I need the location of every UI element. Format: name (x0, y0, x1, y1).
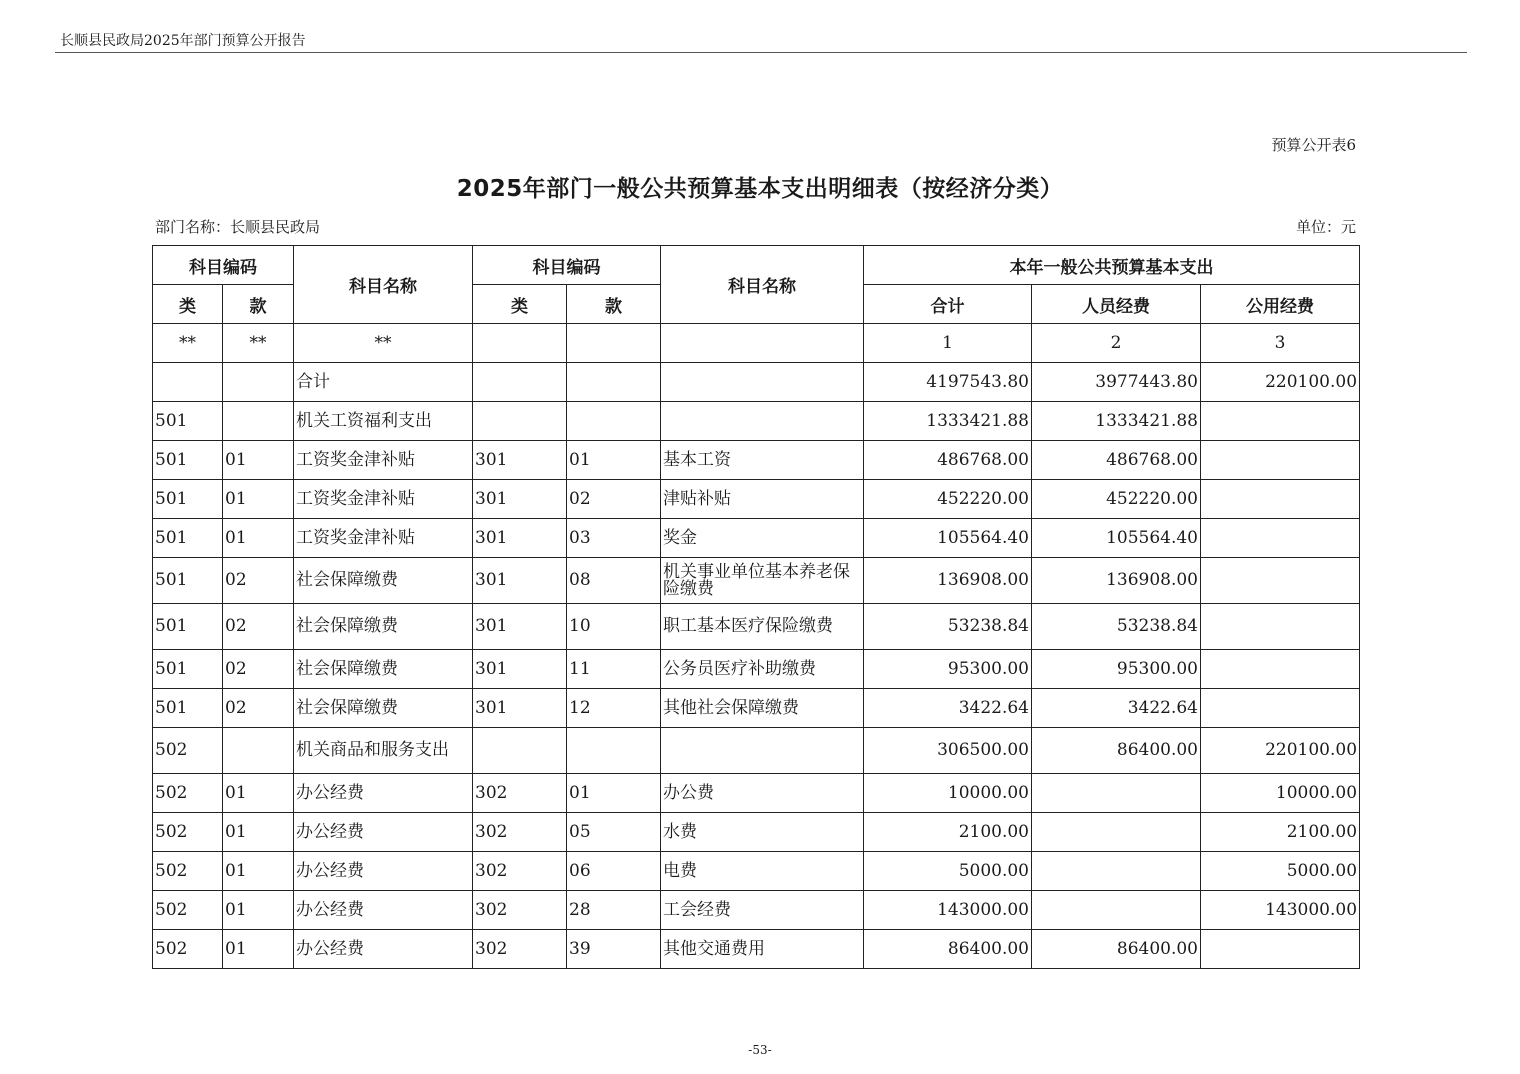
cell-econ-lei: 302 (473, 774, 567, 813)
cell-total: 5000.00 (864, 852, 1032, 891)
cell-kuan: 01 (223, 813, 294, 852)
cell-kuan: 02 (223, 689, 294, 728)
cell-econ-lei: 301 (473, 558, 567, 604)
cell-kuan (223, 363, 294, 402)
page-title: 2025年部门一般公共预算基本支出明细表（按经济分类） (456, 176, 1064, 202)
header-total: 合计 (864, 285, 1032, 324)
cell-total: 10000.00 (864, 774, 1032, 813)
cell-econ-name (661, 363, 864, 402)
cell-econ-kuan (567, 402, 661, 441)
cell-econ-kuan: 01 (567, 441, 661, 480)
cell-kuan (223, 728, 294, 774)
cell-econ-kuan: 08 (567, 558, 661, 604)
cell-name: 社会保障缴费 (294, 604, 473, 650)
cell-name: 机关工资福利支出 (294, 402, 473, 441)
cell-personnel: 53238.84 (1032, 604, 1201, 650)
cell-econ-lei (473, 728, 567, 774)
table-row (153, 891, 1360, 930)
cell-personnel: 452220.00 (1032, 480, 1201, 519)
table-row (153, 519, 1360, 558)
index-cell: 1 (864, 324, 1032, 363)
table-row (153, 852, 1360, 891)
cell-personnel (1032, 891, 1201, 930)
header-personnel: 人员经费 (1032, 285, 1201, 324)
cell-kuan: 01 (223, 891, 294, 930)
cell-public (1201, 441, 1360, 480)
cell-econ-kuan: 03 (567, 519, 661, 558)
table-row (153, 774, 1360, 813)
cell-econ-lei (473, 402, 567, 441)
index-cell: 3 (1201, 324, 1360, 363)
cell-total: 486768.00 (864, 441, 1032, 480)
cell-lei: 501 (153, 441, 223, 480)
page-number: -53- (748, 1043, 772, 1057)
table-row (153, 402, 1360, 441)
header-lei-1: 类 (153, 285, 223, 324)
cell-public: 220100.00 (1201, 363, 1360, 402)
cell-econ-name: 津贴补贴 (661, 480, 864, 519)
index-cell: ** (153, 324, 223, 363)
cell-total: 1333421.88 (864, 402, 1032, 441)
header-lei-2: 类 (473, 285, 567, 324)
cell-total: 86400.00 (864, 930, 1032, 969)
cell-econ-kuan (567, 728, 661, 774)
cell-lei: 502 (153, 774, 223, 813)
cell-econ-lei: 301 (473, 604, 567, 650)
cell-public (1201, 650, 1360, 689)
table-row (153, 604, 1360, 650)
cell-kuan: 01 (223, 930, 294, 969)
cell-lei: 501 (153, 650, 223, 689)
cell-name: 办公经费 (294, 930, 473, 969)
cell-total: 2100.00 (864, 813, 1032, 852)
index-cell: 2 (1032, 324, 1201, 363)
cell-personnel (1032, 852, 1201, 891)
cell-personnel: 105564.40 (1032, 519, 1201, 558)
cell-name: 合计 (294, 363, 473, 402)
running-header: 长顺县民政局2025年部门预算公开报告 (60, 33, 306, 49)
cell-econ-kuan: 06 (567, 852, 661, 891)
cell-public (1201, 604, 1360, 650)
cell-lei: 501 (153, 558, 223, 604)
cell-econ-lei: 302 (473, 852, 567, 891)
cell-name: 工资奖金津补贴 (294, 441, 473, 480)
header-kuan-1: 款 (223, 285, 294, 324)
cell-total: 4197543.80 (864, 363, 1032, 402)
cell-name: 办公经费 (294, 891, 473, 930)
cell-name: 办公经费 (294, 774, 473, 813)
table-row (153, 558, 1360, 604)
cell-econ-kuan: 02 (567, 480, 661, 519)
index-cell (661, 324, 864, 363)
table-row (153, 728, 1360, 774)
cell-econ-name: 其他交通费用 (661, 930, 864, 969)
cell-lei: 501 (153, 604, 223, 650)
cell-kuan: 01 (223, 852, 294, 891)
cell-econ-lei: 302 (473, 930, 567, 969)
cell-kuan: 02 (223, 604, 294, 650)
cell-econ-lei: 301 (473, 650, 567, 689)
cell-name: 社会保障缴费 (294, 558, 473, 604)
department-name: 部门名称：长顺县民政局 (155, 218, 321, 236)
header-name-1: 科目名称 (294, 246, 473, 324)
table-row (153, 813, 1360, 852)
cell-public: 2100.00 (1201, 813, 1360, 852)
cell-econ-name: 基本工资 (661, 441, 864, 480)
cell-name: 办公经费 (294, 813, 473, 852)
cell-econ-lei: 302 (473, 813, 567, 852)
header-basic-expenditure: 本年一般公共预算基本支出 (864, 246, 1360, 285)
cell-econ-name: 职工基本医疗保险缴费 (661, 604, 864, 650)
cell-econ-name: 水费 (661, 813, 864, 852)
header-kuan-2: 款 (567, 285, 661, 324)
cell-name: 社会保障缴费 (294, 650, 473, 689)
header-name-2: 科目名称 (661, 246, 864, 324)
cell-econ-name (661, 402, 864, 441)
cell-name: 工资奖金津补贴 (294, 480, 473, 519)
cell-econ-lei: 301 (473, 689, 567, 728)
cell-econ-lei: 301 (473, 441, 567, 480)
cell-public (1201, 519, 1360, 558)
cell-lei: 502 (153, 728, 223, 774)
cell-name: 社会保障缴费 (294, 689, 473, 728)
cell-total: 143000.00 (864, 891, 1032, 930)
budget-table (152, 245, 1360, 969)
cell-econ-name: 工会经费 (661, 891, 864, 930)
cell-econ-kuan: 01 (567, 774, 661, 813)
cell-econ-name: 公务员医疗补助缴费 (661, 650, 864, 689)
table-row (153, 650, 1360, 689)
cell-public: 5000.00 (1201, 852, 1360, 891)
cell-econ-name: 奖金 (661, 519, 864, 558)
cell-lei: 502 (153, 930, 223, 969)
cell-public: 220100.00 (1201, 728, 1360, 774)
cell-econ-lei (473, 363, 567, 402)
cell-public (1201, 480, 1360, 519)
cell-public (1201, 930, 1360, 969)
cell-total: 452220.00 (864, 480, 1032, 519)
index-cell (473, 324, 567, 363)
cell-personnel (1032, 774, 1201, 813)
header-public: 公用经费 (1201, 285, 1360, 324)
cell-kuan: 01 (223, 774, 294, 813)
cell-public (1201, 402, 1360, 441)
cell-econ-kuan (567, 363, 661, 402)
cell-kuan: 01 (223, 441, 294, 480)
cell-econ-lei: 302 (473, 891, 567, 930)
unit-label: 单位：元 (1295, 218, 1356, 236)
index-cell: ** (223, 324, 294, 363)
cell-kuan (223, 402, 294, 441)
cell-econ-kuan: 05 (567, 813, 661, 852)
cell-econ-name: 机关事业单位基本养老保险缴费 (661, 558, 864, 604)
cell-kuan: 01 (223, 480, 294, 519)
cell-name: 机关商品和服务支出 (294, 728, 473, 774)
cell-total: 3422.64 (864, 689, 1032, 728)
cell-econ-lei: 301 (473, 480, 567, 519)
cell-econ-name (661, 728, 864, 774)
cell-kuan: 01 (223, 519, 294, 558)
cell-kuan: 02 (223, 650, 294, 689)
cell-personnel: 486768.00 (1032, 441, 1201, 480)
cell-personnel: 95300.00 (1032, 650, 1201, 689)
index-row (153, 324, 1360, 363)
cell-personnel: 136908.00 (1032, 558, 1201, 604)
cell-econ-name: 电费 (661, 852, 864, 891)
cell-econ-kuan: 11 (567, 650, 661, 689)
table-number: 预算公开表6 (1271, 136, 1356, 154)
cell-lei: 502 (153, 813, 223, 852)
cell-econ-lei: 301 (473, 519, 567, 558)
cell-personnel: 1333421.88 (1032, 402, 1201, 441)
cell-personnel: 86400.00 (1032, 930, 1201, 969)
index-cell (567, 324, 661, 363)
cell-total: 136908.00 (864, 558, 1032, 604)
cell-total: 306500.00 (864, 728, 1032, 774)
cell-name: 办公经费 (294, 852, 473, 891)
cell-personnel: 86400.00 (1032, 728, 1201, 774)
cell-personnel: 3422.64 (1032, 689, 1201, 728)
cell-total: 53238.84 (864, 604, 1032, 650)
cell-lei (153, 363, 223, 402)
cell-lei: 501 (153, 689, 223, 728)
cell-public: 10000.00 (1201, 774, 1360, 813)
table-row (153, 480, 1360, 519)
cell-public (1201, 558, 1360, 604)
cell-total: 95300.00 (864, 650, 1032, 689)
cell-lei: 502 (153, 891, 223, 930)
cell-econ-kuan: 39 (567, 930, 661, 969)
table-row (153, 363, 1360, 402)
table-row (153, 441, 1360, 480)
cell-econ-kuan: 12 (567, 689, 661, 728)
cell-public: 143000.00 (1201, 891, 1360, 930)
cell-total: 105564.40 (864, 519, 1032, 558)
cell-econ-name: 其他社会保障缴费 (661, 689, 864, 728)
cell-econ-kuan: 28 (567, 891, 661, 930)
cell-lei: 502 (153, 852, 223, 891)
cell-lei: 501 (153, 480, 223, 519)
cell-name: 工资奖金津补贴 (294, 519, 473, 558)
cell-lei: 501 (153, 519, 223, 558)
table-row (153, 689, 1360, 728)
cell-public (1201, 689, 1360, 728)
cell-personnel (1032, 813, 1201, 852)
index-cell: ** (294, 324, 473, 363)
cell-lei: 501 (153, 402, 223, 441)
table-row (153, 930, 1360, 969)
header-code-1: 科目编码 (153, 246, 294, 285)
header-rule (55, 52, 1467, 53)
cell-econ-kuan: 10 (567, 604, 661, 650)
header-code-2: 科目编码 (473, 246, 661, 285)
cell-personnel: 3977443.80 (1032, 363, 1201, 402)
cell-econ-name: 办公费 (661, 774, 864, 813)
cell-kuan: 02 (223, 558, 294, 604)
